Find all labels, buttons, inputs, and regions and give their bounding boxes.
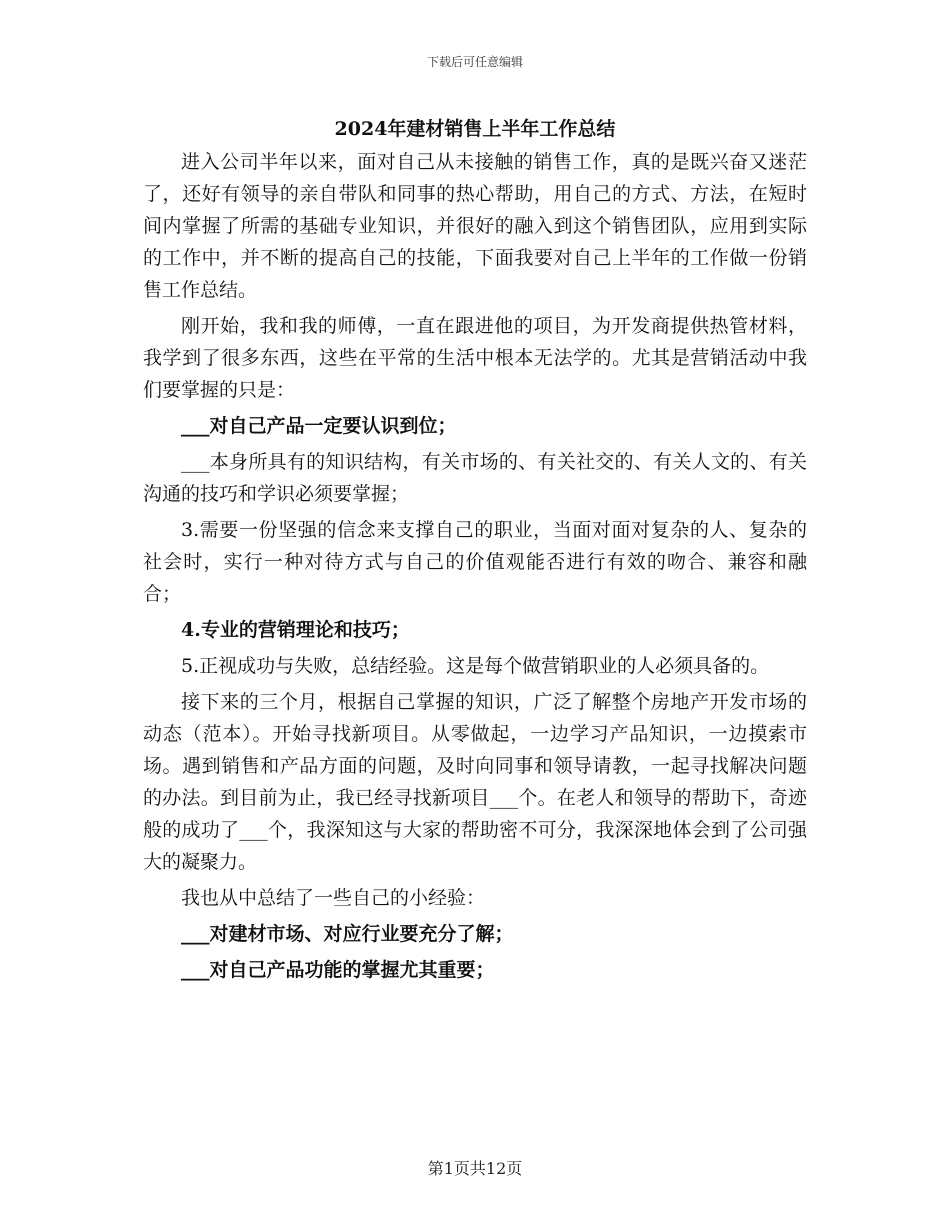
experience-item-1: ___对建材市场、对应行业要充分了解；: [181, 923, 514, 945]
page-number: 第1页共12页: [427, 1159, 523, 1178]
paragraph-start: 刚开始，我和我的师傅，一直在跟进他的项目，为开发商提供热管材料，我学到了很多东西，这些在平常的生活中根本无法学的。尤其是营销活动中我们要掌握的只是：: [143, 315, 807, 401]
list-item-2: ___本身所具有的知识结构，有关市场的、有关社交的、有关人文的、有关沟通的技巧和学识必须要掌握；: [143, 451, 807, 505]
paragraph-next-months: 接下来的三个月，根据自己掌握的知识，广泛了解整个房地产开发市场的动态（范本）。开始寻找新项目。从零做起，一边学习产品知识，一边摸索市场。遇到销售和产品方面的问题，及时向同事和领导请教，一起寻找解决问题的办法。到目前为止，我已经寻找新项目___个。在老人和领导的帮助下，奇迹般的成功了___个，我深知这与大家的帮助密不可分，我深深地体会到了公司强大的凝聚力。: [143, 691, 807, 873]
page-header-note: 下载后可任意编辑: [426, 55, 523, 69]
list-item-5: 5.正视成功与失败，总结经验。这是每个做营销职业的人必须具备的。: [181, 655, 770, 677]
experience-item-2: ___对自己产品功能的掌握尤其重要；: [181, 959, 495, 981]
document-body: [143, 113, 807, 990]
paragraph-intro: 进入公司半年以来，面对自己从未接触的销售工作，真的是既兴奋又迷茫了，还好有领导的亲自带队和同事的热心帮助，用自己的方式、方法，在短时间内掌握了所需的基础专业知识，并很好的融入到这个销售团队，应用到实际的工作中，并不断的提高自己的技能，下面我要对自己上半年的工作做一份销售工作总结。: [143, 151, 807, 301]
list-item-3: 3.需要一份坚强的信念来支撑自己的职业，当面对面对复杂的人、复杂的社会时，实行一种对待方式与自己的价值观能否进行有效的吻合、兼容和融合；: [143, 519, 807, 605]
paragraph-experience-intro: 我也从中总结了一些自己的小经验：: [181, 887, 486, 909]
list-item-1: ___对自己产品一定要认识到位；: [181, 415, 457, 437]
list-item-4: 4.专业的营销理论和技巧；: [181, 619, 410, 641]
document-title: 2024年建材销售上半年工作总结: [334, 118, 616, 140]
